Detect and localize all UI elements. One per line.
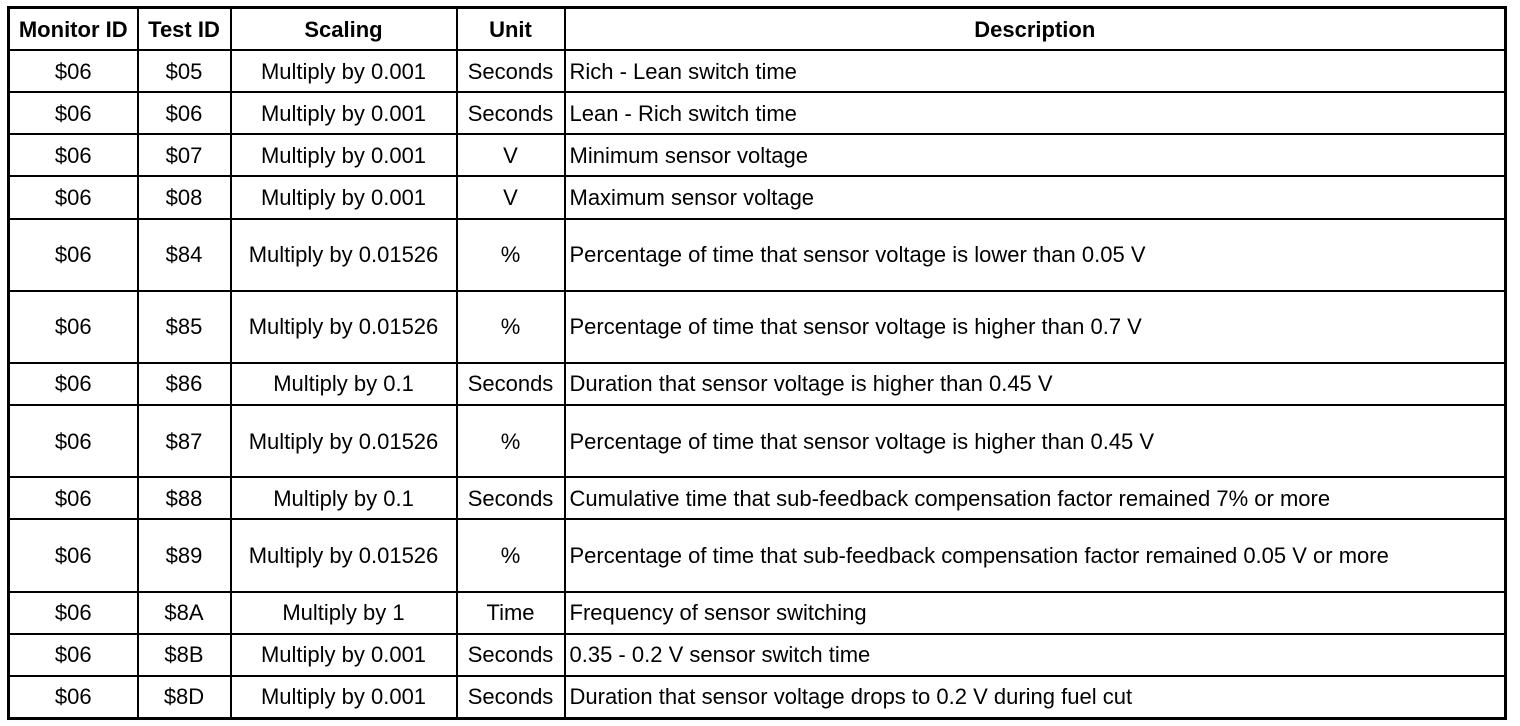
table-row [9,634,1506,676]
cell-monitor-id: $06 [9,519,138,591]
table-row [9,219,1506,291]
table-row [9,676,1506,719]
cell-test-id: $89 [138,519,231,591]
cell-description: Rich - Lean switch time [565,50,1506,92]
cell-scaling: Multiply by 0.001 [231,176,457,218]
cell-test-id: $88 [138,477,231,519]
cell-description: Duration that sensor voltage is higher than 0.45 V [565,363,1506,405]
cell-test-id: $06 [138,92,231,134]
cell-scaling: Multiply by 0.01526 [231,291,457,363]
cell-unit: V [457,176,565,218]
cell-unit: % [457,291,565,363]
cell-scaling: Multiply by 0.01526 [231,219,457,291]
cell-unit: Time [457,592,565,634]
cell-monitor-id: $06 [9,291,138,363]
cell-unit: Seconds [457,50,565,92]
table-row [9,405,1506,477]
cell-unit: % [457,519,565,591]
cell-monitor-id: $06 [9,634,138,676]
cell-test-id: $87 [138,405,231,477]
cell-test-id: $8A [138,592,231,634]
cell-monitor-id: $06 [9,134,138,176]
cell-unit: Seconds [457,634,565,676]
cell-unit: Seconds [457,363,565,405]
cell-monitor-id: $06 [9,92,138,134]
cell-scaling: Multiply by 1 [231,592,457,634]
cell-description: Percentage of time that sensor voltage is higher than 0.7 V [565,291,1506,363]
cell-unit: % [457,405,565,477]
cell-unit: Seconds [457,676,565,719]
header-monitor-id: Monitor ID [9,8,138,51]
table-header-row [9,8,1506,51]
table-row [9,363,1506,405]
cell-description: Percentage of time that sub-feedback compensation factor remained 0.05 V or more [565,519,1506,591]
cell-description: Percentage of time that sensor voltage is lower than 0.05 V [565,219,1506,291]
monitor-test-table [7,6,1507,720]
cell-monitor-id: $06 [9,219,138,291]
cell-scaling: Multiply by 0.001 [231,676,457,719]
cell-monitor-id: $06 [9,477,138,519]
cell-monitor-id: $06 [9,176,138,218]
cell-unit: % [457,219,565,291]
header-scaling: Scaling [231,8,457,51]
cell-scaling: Multiply by 0.001 [231,134,457,176]
header-unit: Unit [457,8,565,51]
table-row [9,519,1506,591]
table-row [9,592,1506,634]
cell-scaling: Multiply by 0.1 [231,363,457,405]
header-test-id: Test ID [138,8,231,51]
cell-description: Lean - Rich switch time [565,92,1506,134]
cell-description: Cumulative time that sub-feedback compensation factor remained 7% or more [565,477,1506,519]
cell-scaling: Multiply by 0.01526 [231,519,457,591]
cell-test-id: $86 [138,363,231,405]
cell-monitor-id: $06 [9,592,138,634]
cell-unit: Seconds [457,92,565,134]
cell-test-id: $05 [138,50,231,92]
cell-description: Minimum sensor voltage [565,134,1506,176]
cell-description: Percentage of time that sensor voltage is higher than 0.45 V [565,405,1506,477]
cell-description: Duration that sensor voltage drops to 0.2 V during fuel cut [565,676,1506,719]
cell-description: Frequency of sensor switching [565,592,1506,634]
cell-unit: V [457,134,565,176]
cell-monitor-id: $06 [9,676,138,719]
cell-scaling: Multiply by 0.001 [231,92,457,134]
cell-scaling: Multiply by 0.001 [231,634,457,676]
cell-scaling: Multiply by 0.1 [231,477,457,519]
cell-description: Maximum sensor voltage [565,176,1506,218]
cell-scaling: Multiply by 0.001 [231,50,457,92]
cell-monitor-id: $06 [9,50,138,92]
table-row [9,477,1506,519]
table-row [9,134,1506,176]
cell-test-id: $84 [138,219,231,291]
cell-test-id: $8B [138,634,231,676]
table-row [9,291,1506,363]
cell-monitor-id: $06 [9,363,138,405]
cell-test-id: $07 [138,134,231,176]
cell-monitor-id: $06 [9,405,138,477]
cell-test-id: $85 [138,291,231,363]
table-row [9,92,1506,134]
cell-test-id: $08 [138,176,231,218]
cell-scaling: Multiply by 0.01526 [231,405,457,477]
table-row [9,50,1506,92]
cell-test-id: $8D [138,676,231,719]
header-description: Description [565,8,1506,51]
cell-description: 0.35 - 0.2 V sensor switch time [565,634,1506,676]
cell-unit: Seconds [457,477,565,519]
table-row [9,176,1506,218]
